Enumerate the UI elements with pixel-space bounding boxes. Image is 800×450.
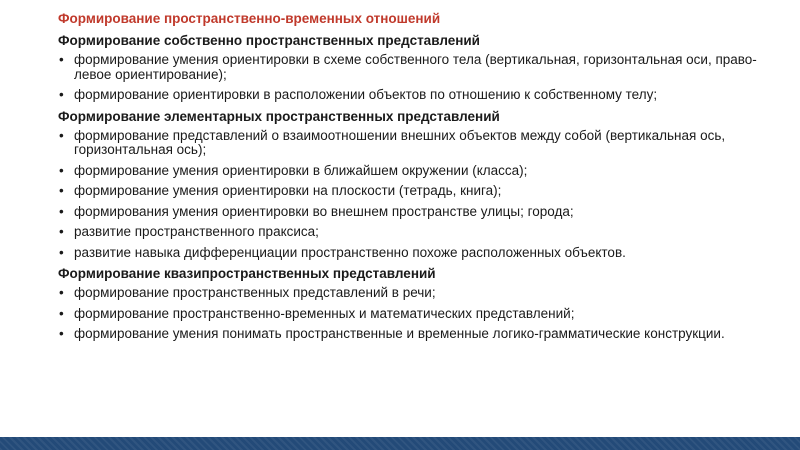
list-item — [58, 53, 758, 82]
list-item — [58, 307, 758, 322]
bullet-icon: • — [59, 305, 64, 321]
list-item — [58, 205, 758, 220]
list-item-text: формирование представлений о взаимоотношении внешних объектов между собой (вертикальная ось, горизонтальная ось); — [74, 127, 726, 157]
bullet-icon: • — [59, 285, 64, 300]
list-item — [58, 164, 758, 179]
section-heading-spatial: Формирование собственно пространственных представлений — [58, 33, 480, 48]
list-item-text: формирование ориентировки в расположении объектов по отношению к собственному телу; — [74, 87, 658, 102]
section-heading-quasi-spatial: Формирование квазипространственных представлений — [58, 266, 436, 281]
list-item-text: формирование пространственно-временных и математических представлений; — [74, 305, 575, 321]
list-item-text: формирование умения ориентировки в ближайшем окружении (класса); — [74, 162, 528, 178]
list-item — [58, 129, 758, 158]
slide-content — [58, 10, 758, 348]
bullet-icon: • — [59, 162, 64, 178]
list-item-text: развитие навыка дифференциации пространственно похоже расположенных объектов. — [74, 244, 626, 260]
list-item-text: развитие пространственного праксиса; — [74, 224, 319, 239]
footer-bar-texture — [0, 437, 800, 450]
list-item-text: формирования умения ориентировки во внешнем пространстве улицы; города; — [74, 203, 574, 219]
bullet-icon: • — [59, 203, 64, 219]
bullet-icon: • — [59, 52, 64, 67]
section-list-quasi-spatial — [58, 286, 758, 342]
list-item-text: формирование умения понимать пространственные и временные логико-грамматические конструкции. — [74, 326, 725, 341]
section-heading-elementary: Формирование элементарных пространственных представлений — [58, 108, 500, 124]
slide-title: Формирование пространственно-временных отношений — [58, 11, 441, 26]
list-item — [58, 286, 758, 301]
bullet-icon: • — [59, 87, 64, 102]
list-item — [58, 225, 758, 240]
list-item — [58, 184, 758, 199]
bullet-icon: • — [59, 244, 64, 260]
list-item-text: формирование пространственных представлений в речи; — [74, 285, 436, 300]
list-item-text: формирование умения ориентировки в схеме собственного тела (вертикальная, горизонтальная оси, право-левое ориентирование); — [74, 52, 757, 82]
list-item — [58, 246, 758, 261]
bullet-icon: • — [59, 224, 64, 239]
list-item — [58, 327, 758, 342]
section-list-elementary — [58, 129, 758, 261]
bullet-icon: • — [59, 183, 64, 198]
list-item — [58, 88, 758, 103]
footer-bar — [0, 437, 800, 450]
bullet-icon: • — [59, 127, 64, 143]
bullet-icon: • — [59, 326, 64, 341]
section-list-spatial — [58, 53, 758, 103]
list-item-text: формирование умения ориентировки на плоскости (тетрадь, книга); — [74, 183, 502, 198]
